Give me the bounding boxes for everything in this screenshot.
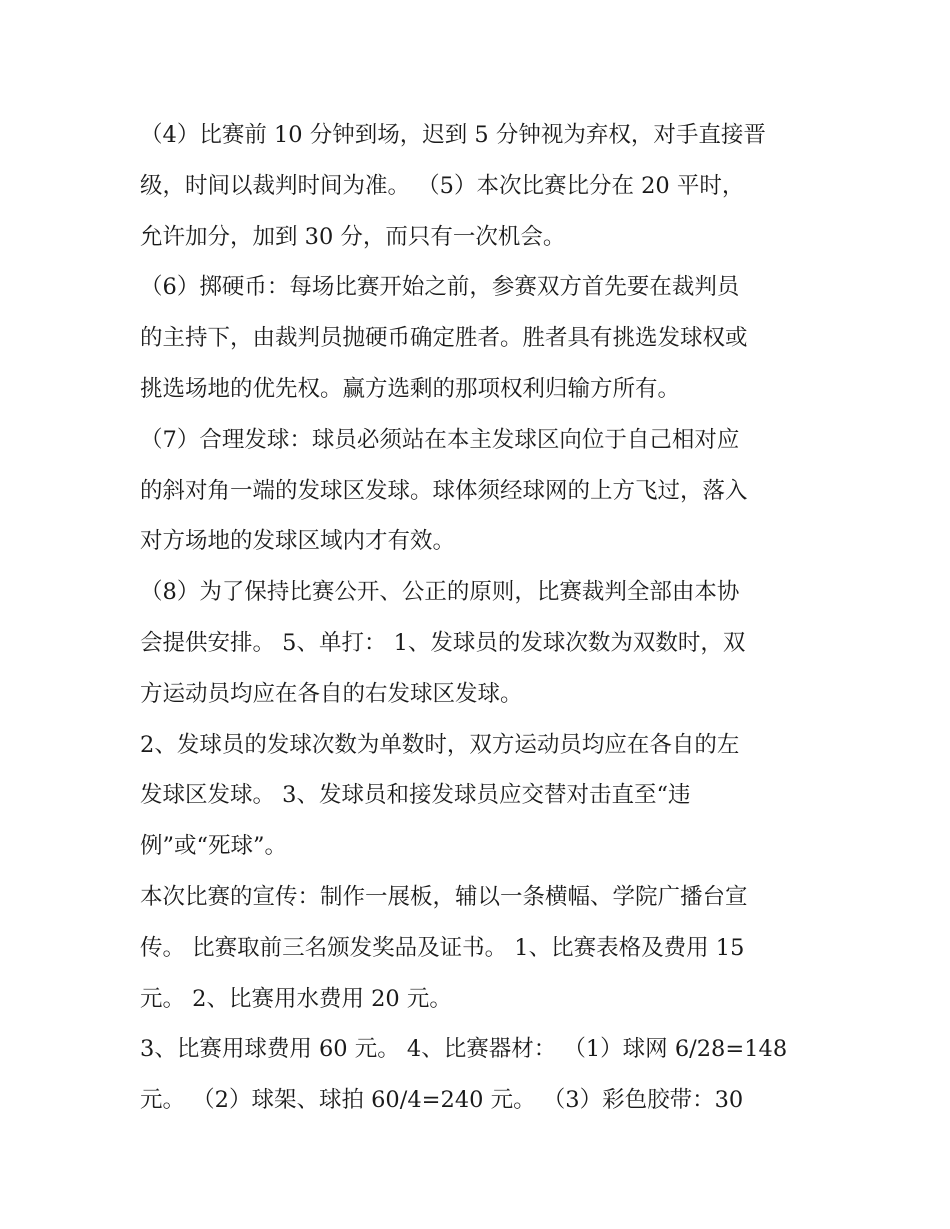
text-line: 元。 （2）球架、球拍 60/4=240 元。 （3）彩色胶带：30 xyxy=(140,1087,744,1114)
text-line: 对方场地的发球区域内才有效。 xyxy=(140,528,456,555)
document-body xyxy=(140,110,820,1126)
text-line: 会提供安排。 5、单打： 1、发球员的发球次数为双数时，双 xyxy=(140,629,746,656)
text-line: 传。 比赛取前三名颁发奖品及证书。 1、比赛表格及费用 15 xyxy=(140,934,745,961)
text-line: （4）比赛前 10 分钟到场，迟到 5 分钟视为弃权，对手直接晋 xyxy=(140,122,766,148)
text-line: 元。 2、比赛用水费用 20 元。 xyxy=(140,985,452,1012)
text-line: （7）合理发球：球员必须站在本主发球区向位于自己相对应 xyxy=(140,426,740,453)
text-line: 方运动员均应在各自的右发球区发球。 xyxy=(140,680,523,707)
text-line: 发球区发球。 3、发球员和接发球员应交替对击直至“违 xyxy=(140,782,691,809)
text-line: 2、发球员的发球次数为单数时，双方运动员均应在各自的左 xyxy=(140,731,740,758)
text-line: 的斜对角一端的发球区发球。球体须经球网的上方飞过，落入 xyxy=(140,477,748,504)
text-line: 本次比赛的宣传：制作一展板，辅以一条横幅、学院广播台宣 xyxy=(140,883,748,910)
text-line: 挑选场地的优先权。赢方选剩的那项权利归输方所有。 xyxy=(140,375,681,402)
text-line: 的主持下，由裁判员抛硬币确定胜者。胜者具有挑选发球权或 xyxy=(140,325,748,352)
text-line: （6）掷硬币：每场比赛开始之前，参赛双方首先要在裁判员 xyxy=(140,274,740,301)
text-line: 级，时间以裁判时间为准。 （5）本次比赛比分在 20 平时， xyxy=(140,172,745,199)
text-line: 允许加分，加到 30 分，而只有一次机会。 xyxy=(140,223,566,250)
text-line: （8）为了保持比赛公开、公正的原则，比赛裁判全部由本协 xyxy=(140,579,740,606)
text-line: 3、比赛用球费用 60 元。 4、比赛器材： （1）球网 6/28=148 xyxy=(140,1036,788,1063)
text-line: 例”或“死球”。 xyxy=(140,833,288,860)
